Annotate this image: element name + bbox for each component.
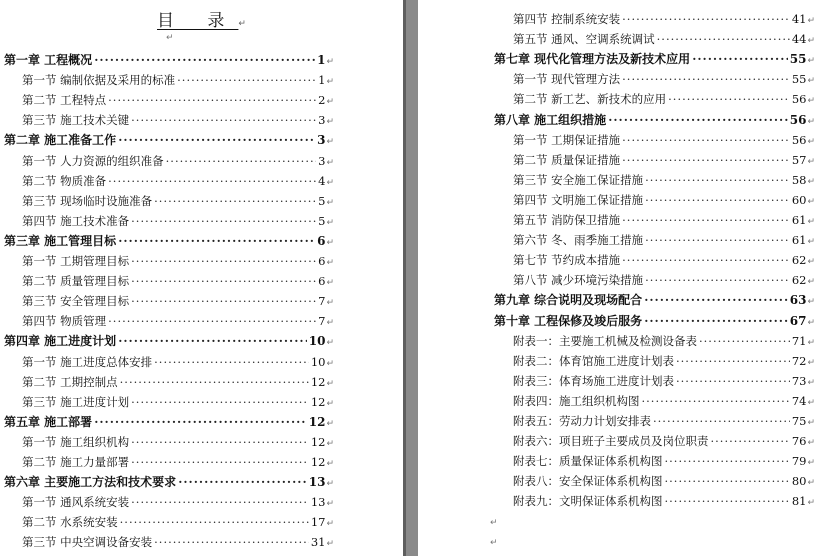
toc-entry-label: 第一节 通风系统安装 bbox=[22, 495, 130, 510]
paragraph-mark-icon: ↵ bbox=[807, 16, 815, 26]
toc-section-entry[interactable] bbox=[22, 372, 334, 392]
paragraph-mark-icon: ↵ bbox=[326, 479, 334, 490]
toc-entry-label: 第一节 人力资源的组织准备 bbox=[22, 153, 164, 168]
toc-section-entry[interactable] bbox=[22, 90, 334, 110]
toc-page-number: 60 bbox=[791, 192, 807, 207]
paragraph-mark-icon: ↵ bbox=[807, 176, 815, 187]
paragraph-mark-icon: ↵ bbox=[807, 76, 815, 87]
toc-entry-label: 附表四：施工组织机构图 bbox=[513, 393, 640, 408]
toc-page-number: 6 bbox=[318, 254, 326, 268]
toc-entry-label: 第五节 消防保卫措施 bbox=[513, 213, 621, 227]
toc-entry-label: 第六节 冬、雨季施工措施 bbox=[513, 233, 644, 248]
toc-section-entry[interactable] bbox=[513, 150, 815, 170]
toc-entry-label: 附表五：劳动力计划安排表 bbox=[513, 414, 651, 428]
paragraph-mark-icon: ↵ bbox=[807, 498, 815, 509]
toc-section-entry[interactable] bbox=[513, 471, 815, 491]
paragraph-mark-icon: ↵ bbox=[326, 237, 334, 248]
toc-page-number: 44 bbox=[791, 32, 807, 47]
dot-leader bbox=[131, 251, 316, 271]
dot-leader bbox=[108, 171, 316, 191]
toc-chapter-entry[interactable] bbox=[4, 50, 334, 70]
toc-section-entry[interactable] bbox=[22, 110, 334, 130]
toc-entry-label: 第二节 质量管理目标 bbox=[22, 274, 130, 289]
dot-leader bbox=[131, 492, 309, 512]
toc-page-number: 10 bbox=[310, 354, 326, 369]
toc-section-entry[interactable] bbox=[22, 311, 334, 331]
toc-page-number: 2 bbox=[318, 93, 326, 108]
dot-leader bbox=[622, 210, 790, 230]
paragraph-mark-icon: ↵ bbox=[326, 378, 334, 389]
paragraph-mark-icon: ↵ bbox=[807, 458, 815, 469]
toc-page-number: 63 bbox=[789, 293, 807, 308]
toc-entry-label: 第四节 控制系统安装 bbox=[513, 12, 621, 26]
dot-leader bbox=[653, 411, 790, 431]
dot-leader bbox=[131, 452, 309, 472]
paragraph-mark-icon: ↵ bbox=[807, 156, 815, 167]
toc-entry-label: 第三节 安全施工保证措施 bbox=[513, 172, 644, 187]
paragraph-mark-icon: ↵ bbox=[807, 116, 815, 127]
toc-chapter-entry[interactable] bbox=[494, 110, 815, 130]
paragraph-mark-icon: ↵ bbox=[326, 197, 334, 208]
toc-entry-label: 第二节 工程特点 bbox=[22, 93, 107, 108]
toc-page-number: 31 bbox=[310, 535, 326, 550]
toc-entry-label: 附表三：体育场施工进度计划表 bbox=[513, 373, 674, 388]
toc-entry-label: 第一节 编制依据及采用的标准 bbox=[22, 73, 176, 88]
dot-leader bbox=[645, 190, 790, 210]
toc-entry-label: 第九章 综合说明及现场配合 bbox=[494, 293, 643, 308]
toc-page-number: 62 bbox=[791, 253, 807, 268]
dot-leader bbox=[131, 211, 316, 231]
toc-chapter-entry[interactable] bbox=[4, 130, 334, 150]
paragraph-mark-icon: ↵ bbox=[807, 297, 815, 308]
dot-leader bbox=[131, 432, 309, 452]
toc-page-number: 7 bbox=[318, 314, 326, 329]
paragraph-mark-icon: ↵ bbox=[326, 418, 334, 429]
dot-leader bbox=[118, 331, 307, 351]
toc-page-number: 67 bbox=[789, 313, 807, 328]
paragraph-mark-icon: ↵ bbox=[807, 277, 815, 288]
toc-page-number: 1 bbox=[317, 53, 326, 67]
toc-entry-label: 第三节 中央空调设备安装 bbox=[22, 535, 153, 550]
toc-page-number: 3 bbox=[318, 113, 326, 128]
paragraph-mark-icon: ↵ bbox=[490, 518, 498, 528]
dot-leader bbox=[644, 311, 788, 331]
toc-page-number: 62 bbox=[791, 273, 807, 288]
toc-section-entry[interactable] bbox=[513, 431, 815, 451]
toc-page-number: 56 bbox=[791, 92, 807, 107]
toc-section-entry[interactable] bbox=[22, 512, 334, 532]
paragraph-mark-icon: ↵ bbox=[326, 519, 334, 530]
dot-leader bbox=[642, 391, 790, 411]
toc-section-entry[interactable] bbox=[513, 491, 815, 511]
dot-leader bbox=[622, 69, 790, 89]
toc-section-entry[interactable] bbox=[22, 291, 334, 311]
toc-section-entry[interactable] bbox=[22, 251, 334, 271]
dot-leader bbox=[177, 70, 316, 90]
dot-leader bbox=[608, 110, 788, 130]
dot-leader bbox=[668, 89, 790, 109]
dot-leader bbox=[131, 291, 316, 311]
toc-section-entry[interactable] bbox=[513, 69, 815, 89]
paragraph-mark-icon: ↵ bbox=[326, 217, 334, 228]
toc-page-number: 56 bbox=[789, 112, 807, 127]
dot-leader bbox=[622, 130, 790, 150]
toc-page-number: 5 bbox=[318, 193, 326, 208]
toc-section-entry[interactable] bbox=[513, 250, 815, 270]
toc-section-entry[interactable] bbox=[513, 451, 815, 471]
dot-leader bbox=[622, 250, 790, 270]
toc-page-number: 57 bbox=[791, 152, 807, 167]
dot-leader bbox=[692, 49, 788, 69]
toc-section-entry[interactable] bbox=[513, 210, 815, 230]
toc-page-number: 41 bbox=[791, 12, 807, 26]
toc-page-number: 71 bbox=[791, 333, 807, 348]
toc-page-number: 3 bbox=[318, 153, 326, 168]
page-gutter bbox=[403, 0, 418, 556]
toc-entry-label: 附表二：体育馆施工进度计划表 bbox=[513, 353, 674, 368]
paragraph-mark-icon: ↵ bbox=[326, 338, 334, 349]
dot-leader bbox=[166, 151, 316, 171]
paragraph-mark-icon: ↵ bbox=[807, 337, 815, 348]
toc-page-number: 80 bbox=[791, 474, 807, 489]
paragraph-mark-icon: ↵ bbox=[807, 136, 815, 147]
toc-entry-label: 第八节 减少环境污染措施 bbox=[513, 273, 644, 288]
toc-entry-label: 第四节 物质管理 bbox=[22, 314, 107, 329]
toc-entry-label: 第八章 施工组织措施 bbox=[494, 112, 607, 127]
toc-entry-label: 第七章 现代化管理方法及新技术应用 bbox=[494, 52, 691, 67]
toc-section-entry[interactable] bbox=[513, 29, 815, 49]
paragraph-mark-icon: ↵ bbox=[807, 56, 815, 67]
toc-entry-label: 第一节 施工组织机构 bbox=[22, 434, 130, 449]
paragraph-mark-icon: ↵ bbox=[326, 77, 334, 88]
dot-leader bbox=[131, 110, 316, 130]
paragraph-mark-icon: ↵ bbox=[166, 33, 174, 43]
toc-section-entry[interactable] bbox=[513, 371, 815, 391]
paragraph-mark-icon: ↵ bbox=[326, 358, 334, 369]
toc-chapter-entry[interactable] bbox=[4, 472, 334, 492]
paragraph-mark-icon: ↵ bbox=[326, 278, 334, 289]
toc-title: 目 录 bbox=[157, 11, 239, 31]
dot-leader bbox=[108, 90, 316, 110]
toc-chapter-entry[interactable] bbox=[494, 311, 815, 331]
toc-page-number: 55 bbox=[791, 72, 807, 87]
dot-leader bbox=[154, 532, 309, 552]
toc-page-number: 12 bbox=[310, 374, 326, 389]
toc-section-entry[interactable] bbox=[22, 452, 334, 472]
paragraph-mark-icon: ↵ bbox=[807, 217, 815, 227]
paragraph-mark-icon: ↵ bbox=[326, 57, 334, 67]
toc-section-entry[interactable] bbox=[22, 492, 334, 512]
paragraph-mark-icon: ↵ bbox=[807, 237, 815, 248]
toc-page-number: 7 bbox=[318, 294, 326, 309]
toc-entry-label: 第三节 安全管理目标 bbox=[22, 294, 130, 309]
toc-entry-label: 第七节 节约成本措施 bbox=[513, 253, 621, 268]
dot-leader bbox=[118, 231, 315, 251]
paragraph-mark-icon: ↵ bbox=[326, 438, 334, 449]
toc-page-number: 73 bbox=[791, 373, 807, 388]
toc-page-number: 12 bbox=[310, 394, 326, 409]
toc-chapter-entry[interactable] bbox=[4, 231, 334, 251]
toc-entry-label: 第一节 工期管理目标 bbox=[22, 254, 130, 268]
toc-page-number: 13 bbox=[310, 495, 326, 510]
dot-leader bbox=[676, 351, 790, 371]
paragraph-mark-icon: ↵ bbox=[326, 539, 334, 550]
toc-page-number: 76 bbox=[791, 434, 807, 449]
paragraph-mark-icon: ↵ bbox=[807, 196, 815, 207]
dot-leader bbox=[665, 451, 790, 471]
toc-page-number: 13 bbox=[308, 475, 326, 490]
dot-leader bbox=[154, 191, 316, 211]
toc-section-entry[interactable] bbox=[513, 391, 815, 411]
dot-leader bbox=[108, 311, 316, 331]
dot-leader bbox=[131, 271, 316, 291]
toc-page-number: 6 bbox=[318, 274, 326, 289]
paragraph-mark-icon: ↵ bbox=[326, 499, 334, 510]
dot-leader bbox=[665, 491, 790, 511]
toc-section-entry[interactable] bbox=[513, 411, 815, 431]
toc-page-number: 1 bbox=[318, 73, 326, 88]
toc-page-number: 61 bbox=[791, 233, 807, 248]
toc-entry-label: 第一节 施工进度总体安排 bbox=[22, 354, 153, 369]
toc-section-entry[interactable] bbox=[513, 230, 815, 250]
paragraph-mark-icon: ↵ bbox=[326, 117, 334, 128]
toc-entry-label: 附表一：主要施工机械及检测设备表 bbox=[513, 333, 697, 348]
toc-page-number: 55 bbox=[789, 52, 807, 67]
dot-leader bbox=[645, 270, 790, 290]
toc-section-entry[interactable] bbox=[22, 191, 334, 211]
toc-page-number: 17 bbox=[310, 515, 326, 530]
paragraph-mark-icon: ↵ bbox=[326, 398, 334, 409]
dot-leader bbox=[622, 9, 790, 29]
toc-section-entry[interactable] bbox=[22, 432, 334, 452]
toc-page-number: 12 bbox=[308, 414, 326, 429]
toc-entry-label: 第二节 质量保证措施 bbox=[513, 152, 621, 167]
paragraph-mark-icon: ↵ bbox=[807, 257, 815, 268]
dot-leader bbox=[699, 331, 790, 351]
paragraph-mark-icon: ↵ bbox=[326, 137, 334, 148]
toc-entry-label: 第三节 施工技术关键 bbox=[22, 113, 130, 128]
toc-section-entry[interactable] bbox=[513, 9, 815, 29]
toc-section-entry[interactable] bbox=[22, 70, 334, 90]
toc-page-number: 4 bbox=[318, 173, 326, 188]
toc-page-number: 81 bbox=[791, 494, 807, 509]
paragraph-mark-icon: ↵ bbox=[807, 357, 815, 368]
dot-leader bbox=[676, 371, 790, 391]
dot-leader bbox=[657, 29, 790, 49]
paragraph-mark-icon: ↵ bbox=[807, 317, 815, 328]
toc-entry-label: 附表六：项目班子主要成员及岗位职责 bbox=[513, 434, 709, 449]
paragraph-mark-icon: ↵ bbox=[807, 478, 815, 489]
dot-leader bbox=[154, 352, 309, 372]
toc-page-number: 56 bbox=[791, 132, 807, 147]
toc-page-left bbox=[0, 0, 403, 556]
paragraph-mark-icon: ↵ bbox=[326, 298, 334, 309]
paragraph-mark-icon: ↵ bbox=[807, 418, 815, 428]
toc-entry-label: 附表八：安全保证体系机构图 bbox=[513, 474, 663, 489]
toc-section-entry[interactable] bbox=[513, 190, 815, 210]
paragraph-mark-icon: ↵ bbox=[807, 438, 815, 449]
toc-entry-label: 第二节 施工力量部署 bbox=[22, 455, 130, 469]
paragraph-mark-icon: ↵ bbox=[326, 157, 334, 168]
toc-section-entry[interactable] bbox=[22, 532, 334, 552]
toc-chapter-entry[interactable] bbox=[4, 412, 334, 432]
toc-entry-label: 第二节 新工艺、新技术的应用 bbox=[513, 92, 667, 107]
paragraph-mark-icon: ↵ bbox=[326, 258, 334, 268]
toc-entry-label: 第十章 工程保修及竣后服务 bbox=[494, 313, 643, 328]
toc-section-entry[interactable] bbox=[513, 270, 815, 290]
dot-leader bbox=[645, 170, 790, 190]
dot-leader bbox=[665, 471, 790, 491]
dot-leader bbox=[645, 230, 790, 250]
toc-section-entry[interactable] bbox=[513, 331, 815, 351]
toc-entry-label: 第二节 水系统安装 bbox=[22, 515, 118, 530]
toc-section-entry[interactable] bbox=[513, 89, 815, 109]
toc-page-number: 72 bbox=[791, 353, 807, 368]
toc-entry-label: 第二节 工期控制点 bbox=[22, 374, 118, 389]
toc-entry-label: 第六章 主要施工方法和技术要求 bbox=[4, 475, 177, 490]
toc-entry-label: 第五节 通风、空调系统调试 bbox=[513, 32, 655, 47]
paragraph-mark-icon: ↵ bbox=[326, 459, 334, 469]
toc-section-entry[interactable] bbox=[513, 170, 815, 190]
toc-page-right bbox=[418, 0, 819, 556]
toc-entry-label: 第三节 现场临时设施准备 bbox=[22, 193, 153, 208]
toc-entry-label: 第三章 施工管理目标 bbox=[4, 233, 117, 248]
toc-section-entry[interactable] bbox=[22, 392, 334, 412]
toc-section-entry[interactable] bbox=[22, 151, 334, 171]
toc-entry-label: 第二章 施工准备工作 bbox=[4, 133, 117, 148]
dot-leader bbox=[94, 50, 315, 70]
toc-section-entry[interactable] bbox=[22, 211, 334, 231]
toc-section-entry[interactable] bbox=[22, 271, 334, 291]
paragraph-mark-icon: ↵ bbox=[807, 96, 815, 107]
toc-entry-label: 第四节 施工技术准备 bbox=[22, 213, 130, 228]
toc-entry-label: 第四节 文明施工保证措施 bbox=[513, 192, 644, 207]
toc-entry-label: 第一章 工程概况 bbox=[4, 53, 93, 67]
toc-chapter-entry[interactable] bbox=[494, 290, 815, 310]
paragraph-mark-icon: ↵ bbox=[326, 318, 334, 329]
toc-entry-label: 附表七：质量保证体系机构图 bbox=[513, 454, 663, 469]
dot-leader bbox=[120, 512, 309, 532]
toc-page-number: 79 bbox=[791, 454, 807, 469]
dot-leader bbox=[622, 150, 790, 170]
toc-chapter-entry[interactable] bbox=[4, 331, 334, 351]
paragraph-mark-icon: ↵ bbox=[807, 397, 815, 408]
toc-title-block bbox=[0, 6, 403, 31]
toc-page-number: 3 bbox=[317, 133, 326, 148]
toc-page-number: 5 bbox=[318, 213, 326, 228]
dot-leader bbox=[118, 130, 315, 150]
toc-entry-label: 第五章 施工部署 bbox=[4, 414, 93, 429]
toc-page-number: 58 bbox=[791, 172, 807, 187]
toc-page-number: 74 bbox=[791, 393, 807, 408]
toc-entry-label: 第一节 工期保证措施 bbox=[513, 132, 621, 147]
paragraph-mark-icon: ↵ bbox=[238, 19, 246, 29]
toc-section-entry[interactable] bbox=[22, 171, 334, 191]
paragraph-mark-icon: ↵ bbox=[326, 177, 334, 188]
toc-page-number: 61 bbox=[791, 213, 807, 227]
dot-leader bbox=[131, 392, 309, 412]
paragraph-mark-icon: ↵ bbox=[807, 377, 815, 388]
toc-entry-label: 附表九：文明保证体系机构图 bbox=[513, 494, 663, 509]
toc-page-number: 75 bbox=[791, 414, 807, 428]
toc-section-entry[interactable] bbox=[513, 351, 815, 371]
toc-entry-label: 第一节 现代管理方法 bbox=[513, 72, 621, 87]
paragraph-mark-icon: ↵ bbox=[326, 97, 334, 108]
dot-leader bbox=[644, 290, 788, 310]
dot-leader bbox=[178, 472, 307, 492]
toc-section-entry[interactable] bbox=[22, 352, 334, 372]
toc-page-number: 10 bbox=[308, 334, 326, 349]
toc-chapter-entry[interactable] bbox=[494, 49, 815, 69]
toc-entry-label: 第三节 施工进度计划 bbox=[22, 394, 130, 409]
paragraph-mark-icon: ↵ bbox=[807, 36, 815, 47]
dot-leader bbox=[94, 412, 307, 432]
toc-page-number: 12 bbox=[310, 455, 326, 469]
paragraph-mark-icon: ↵ bbox=[490, 538, 498, 548]
dot-leader bbox=[120, 372, 309, 392]
toc-section-entry[interactable] bbox=[513, 130, 815, 150]
toc-page-number: 6 bbox=[317, 233, 326, 248]
toc-entry-label: 第二节 物质准备 bbox=[22, 173, 107, 188]
toc-entry-label: 第四章 施工进度计划 bbox=[4, 334, 117, 349]
dot-leader bbox=[711, 431, 790, 451]
toc-page-number: 12 bbox=[310, 434, 326, 449]
